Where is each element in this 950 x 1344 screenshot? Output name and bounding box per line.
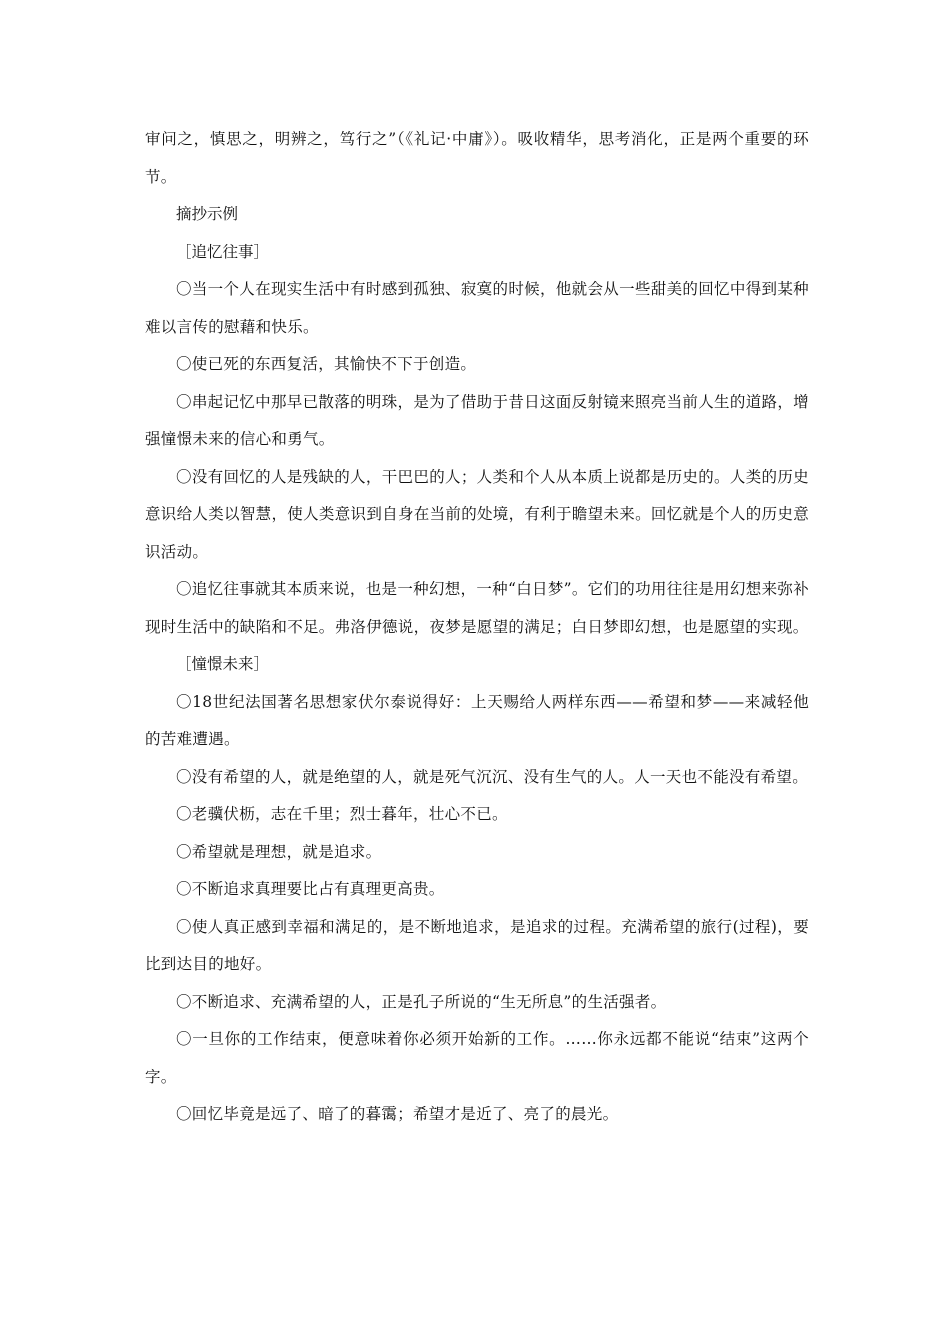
quote-item: 〇不断追求、充满希望的人，正是孔子所说的“生无所息”的生活强者。 — [176, 992, 667, 1011]
intro-paragraph: 审问之，慎思之，明辨之，笃行之”（《礼记·中庸》）。吸收精华，思考消化，正是两个重要的环节。 — [145, 130, 809, 186]
section-title-recollection: ［追忆往事］ — [176, 242, 270, 261]
quote-item: 〇追忆往事就其本质来说，也是一种幻想，一种“白日梦”。它们的功用往往是用幻想来弥补现时生活中的缺陷和不足。弗洛伊德说，夜梦是愿望的满足；白日梦即幻想，也是愿望的实现。 — [145, 580, 809, 636]
quote-item: 〇18世纪法国著名思想家伏尔泰说得好：上天赐给人两样东西——希望和梦——来减轻他的苦难遭遇。 — [145, 692, 809, 748]
section-title-future: ［憧憬未来］ — [176, 655, 270, 673]
example-title: 摘抄示例 — [176, 205, 239, 223]
quote-item: 〇回忆毕竟是远了、暗了的暮霭；希望才是近了、亮了的晨光。 — [176, 1105, 619, 1123]
quote-item: 〇串起记忆中那早已散落的明珠，是为了借助于昔日这面反射镜来照亮当前人生的道路，增强憧憬未来的信心和勇气。 — [145, 392, 809, 448]
quote-item: 〇使人真正感到幸福和满足的，是不断地追求，是追求的过程。充满希望的旅行(过程)，要比到达目的地好。 — [145, 917, 809, 973]
document-page — [145, 121, 809, 1134]
quote-item: 〇一旦你的工作结束，便意味着你必须开始新的工作。……你永远都不能说“结束”这两个字。 — [145, 1030, 809, 1086]
quote-item: 〇没有希望的人，就是绝望的人，就是死气沉沉、没有生气的人。人一天也不能没有希望。 — [176, 767, 809, 786]
quote-item: 〇没有回忆的人是残缺的人，干巴巴的人；人类和个人从本质上说都是历史的。人类的历史意识给人类以智慧，使人类意识到自身在当前的处境，有利于瞻望未来。回忆就是个人的历史意识活动。 — [145, 467, 809, 561]
quote-item: 〇希望就是理想，就是追求。 — [176, 842, 382, 861]
quote-item: 〇使已死的东西复活，其愉快不下于创造。 — [176, 355, 477, 373]
quote-item: 〇不断追求真理要比占有真理更高贵。 — [176, 880, 445, 898]
quote-item: 〇当一个人在现实生活中有时感到孤独、寂寞的时候，他就会从一些甜美的回忆中得到某种难以言传的慰藉和快乐。 — [145, 280, 809, 336]
quote-item: 〇老骥伏枥，志在千里；烈士暮年，壮心不已。 — [176, 805, 508, 823]
